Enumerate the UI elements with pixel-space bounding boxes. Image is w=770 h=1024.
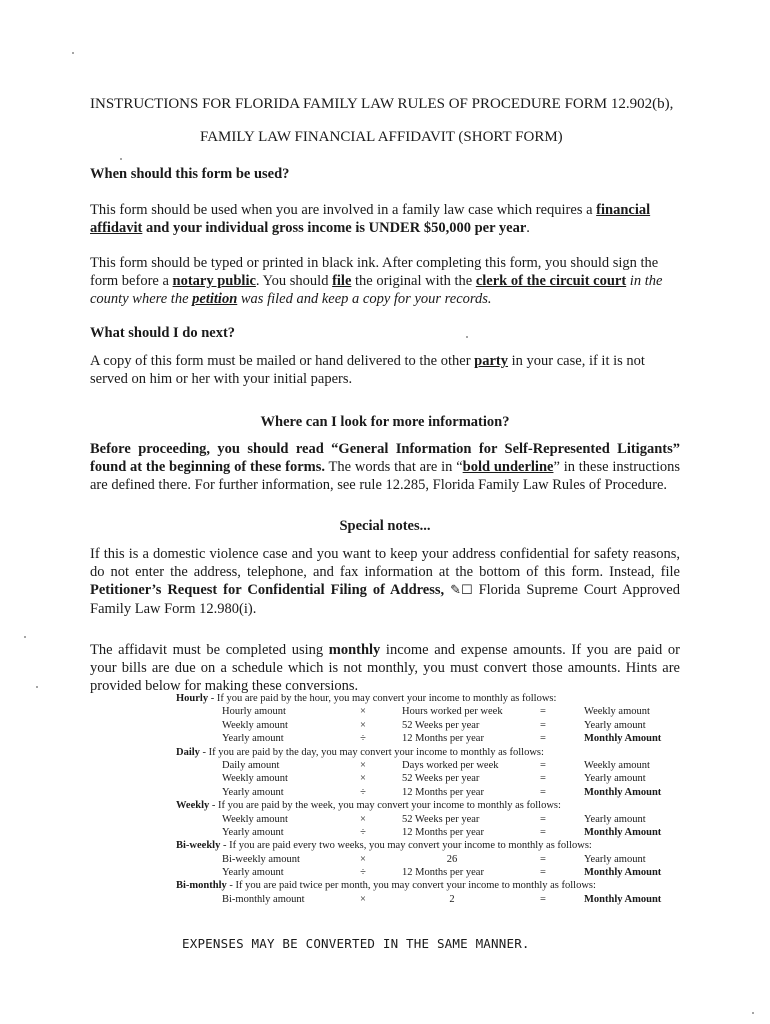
conversion-input: Yearly amount [222, 826, 284, 838]
conversion-result: Monthly Amount [584, 893, 662, 905]
title-line-1: INSTRUCTIONS FOR FLORIDA FAMILY LAW RULES OF PROCEDURE FORM 12.902(b), [90, 96, 674, 112]
conversion-row [176, 732, 716, 745]
conversion-section-label: Daily [176, 746, 200, 758]
conversion-factor: 12 Months per year [402, 733, 484, 745]
conversion-row [176, 759, 716, 772]
heading-when: When should this form be used? [90, 166, 290, 182]
conversion-equals: = [540, 759, 546, 771]
heading-special-notes: Special notes... [339, 518, 431, 534]
conversion-result: Monthly Amount [584, 733, 662, 745]
party-link[interactable]: party [474, 353, 509, 369]
conversion-equals: = [540, 733, 546, 745]
conversion-operator: ÷ [360, 786, 366, 798]
conversion-input: Weekly amount [222, 813, 288, 825]
paragraph-more-info: Before proceeding, you should read “General Information for Self-Represented Litigants” found at the beginning of these forms. The words that are in “bold underline” in these instructions are defined there. For further information, see rule 12.285, Florida Family Law Rules of Procedure. [90, 441, 681, 493]
conversion-equals: = [540, 867, 546, 879]
conversion-result: Weekly amount [584, 759, 650, 771]
scan-speck [72, 52, 74, 54]
conversion-section-description: - If you are paid by the week, you may convert your income to monthly as follows: [209, 800, 561, 812]
scan-speck [466, 336, 468, 338]
conversion-input: Yearly amount [222, 733, 284, 745]
heading-next: What should I do next? [90, 325, 236, 341]
conversion-row [176, 705, 716, 718]
conversion-equals: = [540, 826, 546, 838]
page-title [90, 94, 680, 114]
conversion-input: Yearly amount [222, 786, 284, 798]
conversion-section-header [176, 839, 716, 852]
paragraph-notes-1: If this is a domestic violence case and you want to keep your address confidential for safety reasons, do not enter the address, telephone, and fax information at the bottom of this form. Instead, file Petitioner’s Request for Confidential Filing of Address, ✎☐ Florida Supreme Court Approved Family Law Form 12.980(i). [90, 546, 680, 617]
conversion-row [176, 826, 716, 839]
clerk-of-circuit-court-link[interactable]: clerk of the circuit court [475, 273, 627, 289]
conversion-equals: = [540, 893, 546, 905]
paragraph-next: A copy of this form must be mailed or hand delivered to the other party in your case, if it is not served on him or her with your initial papers. [90, 353, 645, 387]
bold-underline-term: bold underline [462, 459, 554, 475]
conversion-section-header [176, 799, 716, 812]
scan-speck [120, 158, 122, 160]
conversion-result: Weekly amount [584, 706, 650, 718]
mail-form-icon: ✎☐ [450, 583, 473, 598]
conversion-operator: × [360, 759, 366, 771]
conversion-operator: ÷ [360, 733, 366, 745]
scan-speck [36, 686, 38, 688]
conversion-section-description: - If you are paid by the hour, you may convert your income to monthly as follows: [208, 693, 557, 704]
paragraph-when-2: This form should be typed or printed in black ink. After completing this form, you should sign the form before a notary public. You should file the original with the clerk of the circuit court in the county where the petition was filed and keep a copy for your records. [90, 255, 663, 307]
conversion-input: Daily amount [222, 759, 280, 771]
conversion-input: Weekly amount [222, 773, 288, 785]
conversion-row [176, 772, 716, 785]
conversion-section-description: - If you are paid every two weeks, you may convert your income to monthly as follows: [220, 840, 592, 852]
conversion-equals: = [540, 719, 546, 731]
confidential-address-form-name: Petitioner’s Request for Confidential Filing of Address, [90, 582, 445, 598]
paragraph-when-1: This form should be used when you are involved in a family law case which requires a financial affidavit and your individual gross income is UNDER $50,000 per year. [90, 202, 651, 236]
conversion-operator: × [360, 893, 366, 905]
conversion-factor: Hours worked per week [402, 706, 503, 718]
footer-note: EXPENSES MAY BE CONVERTED IN THE SAME MANNER. [182, 936, 530, 951]
conversion-section-description: - If you are paid twice per month, you may convert your income to monthly as follows: [226, 880, 596, 892]
conversion-section-label: Bi-monthly [176, 880, 227, 892]
conversion-operator: × [360, 706, 366, 718]
conversion-factor: 2 [449, 893, 455, 905]
conversion-result: Monthly Amount [584, 867, 662, 879]
notary-public-link[interactable]: notary public [172, 273, 256, 289]
conversion-equals: = [540, 773, 546, 785]
conversion-input: Hourly amount [222, 706, 286, 718]
conversion-equals: = [540, 813, 546, 825]
conversion-section-description: - If you are paid by the day, you may convert your income to monthly as follows: [199, 746, 544, 758]
conversion-section-header [176, 692, 716, 705]
conversion-section-label: Hourly [176, 693, 209, 704]
conversion-result: Monthly Amount [584, 826, 662, 838]
conversion-factor: Days worked per week [402, 759, 499, 771]
conversion-section-label: Bi-weekly [176, 840, 221, 852]
conversion-factor: 12 Months per year [402, 786, 484, 798]
conversion-operator: × [360, 773, 366, 785]
heading-more-info: Where can I look for more information? [260, 414, 510, 430]
conversion-equals: = [540, 786, 546, 798]
conversion-operator: × [360, 853, 366, 865]
conversion-input: Weekly amount [222, 719, 288, 731]
conversion-result: Yearly amount [584, 853, 646, 865]
conversion-section-header [176, 879, 716, 892]
conversion-result: Yearly amount [584, 773, 646, 785]
conversion-factor: 12 Months per year [402, 867, 484, 879]
conversion-section-label: Weekly [176, 800, 210, 812]
conversion-input: Yearly amount [222, 867, 284, 879]
financial-affidavit-link[interactable]: financial affidavit [90, 202, 651, 236]
conversion-row [176, 853, 716, 866]
conversion-factor: 52 Weeks per year [402, 773, 480, 785]
conversion-row [176, 813, 716, 826]
conversion-operator: × [360, 719, 366, 731]
conversion-result: Yearly amount [584, 813, 646, 825]
petition-link[interactable]: petition [192, 291, 238, 307]
conversion-result: Monthly Amount [584, 786, 662, 798]
conversion-factor: 52 Weeks per year [402, 719, 480, 731]
paragraph-notes-2: The affidavit must be completed using monthly income and expense amounts. If you are paid or your bills are due on a schedule which is not monthly, you must convert those amounts. Hints are provided below for making these conversions. [90, 642, 680, 694]
conversion-table [176, 692, 716, 906]
scan-speck [24, 636, 26, 638]
conversion-factor: 12 Months per year [402, 826, 484, 838]
conversion-row [176, 719, 716, 732]
conversion-section-header [176, 746, 716, 759]
file-link[interactable]: file [332, 273, 352, 289]
conversion-row [176, 893, 716, 906]
page-subtitle: FAMILY LAW FINANCIAL AFFIDAVIT (SHORT FORM) [200, 129, 563, 145]
conversion-operator: ÷ [360, 867, 366, 879]
conversion-factor: 26 [446, 853, 458, 865]
conversion-row [176, 786, 716, 799]
conversion-result: Yearly amount [584, 719, 646, 731]
conversion-equals: = [540, 706, 546, 718]
scan-speck [752, 1012, 754, 1014]
conversion-operator: × [360, 813, 366, 825]
conversion-operator: ÷ [360, 826, 366, 838]
conversion-equals: = [540, 853, 546, 865]
conversion-factor: 52 Weeks per year [402, 813, 480, 825]
conversion-input: Bi-weekly amount [222, 853, 300, 865]
conversion-row [176, 866, 716, 879]
conversion-input: Bi-monthly amount [222, 893, 305, 905]
